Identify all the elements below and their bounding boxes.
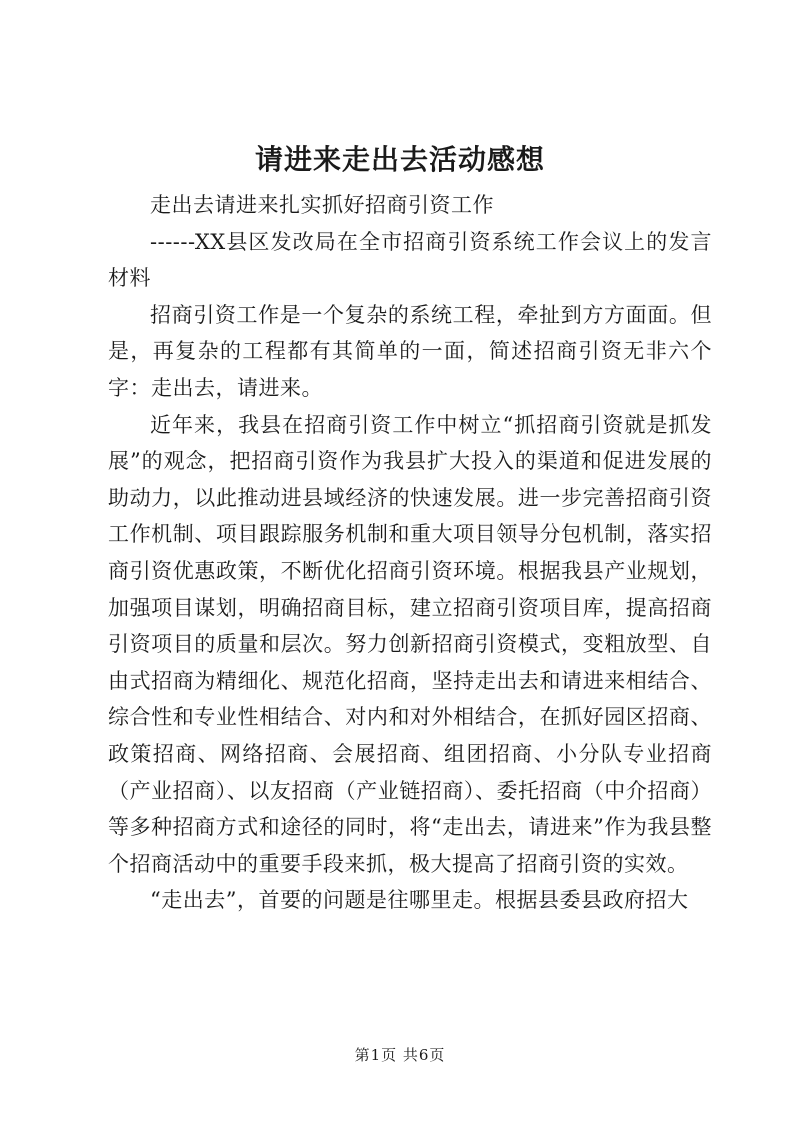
document-title: 请进来走出去活动感想 [254, 143, 545, 176]
document-byline: ------XX县区发改局在全市招商引资系统工作会议上的发言材料 [108, 229, 712, 291]
document-body [108, 187, 712, 919]
document-subtitle: 走出去请进来扎实抓好招商引资工作 [150, 193, 494, 217]
page-number-footer: 第1页 共6页 [354, 1046, 446, 1064]
paragraph: “走出去”，首要的问题是往哪里走。根据县委县政府招大 [150, 888, 689, 913]
paragraph: 近年来，我县在招商引资工作中树立“抓招商引资就是抓发展”的观念，把招商引资作为我县扩大投入的渠道和促进发展的助动力，以此推动进县域经济的快速发展。进一步完善招商引资工作机制、项目跟踪服务机制和重大项目领导分包机制，落实招商引资优惠政策，不断优化招商引资环境。根据我县产业规划，加强项目谋划，明确招商目标，建立招商引资项目库，提高招商引资项目的质量和层次。努力创新招商引资模式，变粗放型、自由式招商为精细化、规范化招商，坚持走出去和请进来相结合、综合性和专业性相结合、对内和对外相结合，在抓好园区招商、政策招商、网络招商、会展招商、组团招商、小分队专业招商（产业招商）、以友招商（产业链招商）、委托招商（中介招商）等多种招商方式和途径的同时，将“走出去，请进来”作为我县整个招商活动中的重要手段来抓，极大提高了招商引资的实效。 [108, 412, 712, 876]
paragraph: 招商引资工作是一个复杂的系统工程，牵扯到方方面面。但是，再复杂的工程都有其简单的一面，简述招商引资无非六个字：走出去，请进来。 [108, 302, 712, 400]
